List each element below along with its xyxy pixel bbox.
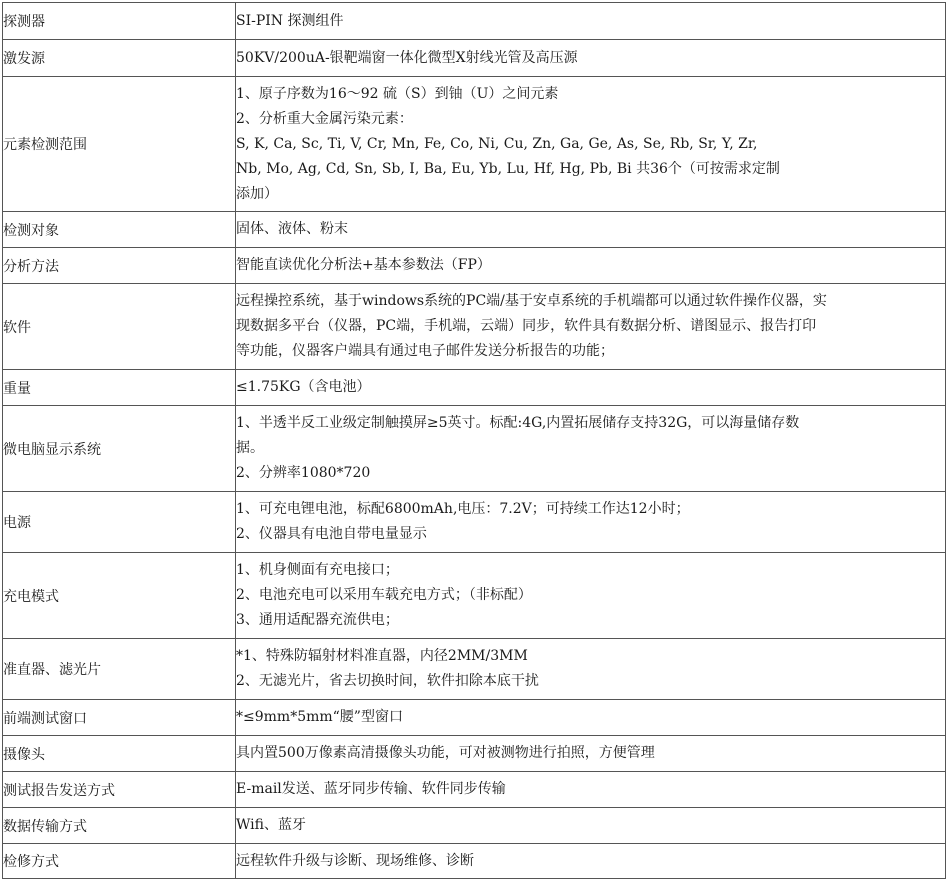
spec-value-line: 据。 — [236, 440, 264, 456]
spec-value — [236, 772, 946, 808]
spec-value — [236, 40, 946, 77]
spec-value-line: S, K, Ca, Sc, Ti, V, Cr, Mn, Fe, Co, Ni, Cu, Zn, Ga, Ge, As, Se, Rb, Sr, Y, Zr, — [236, 135, 758, 152]
spec-value-line: SI-PIN 探测组件 — [236, 12, 344, 29]
spec-value — [236, 700, 946, 736]
spec-label: 激发源 — [3, 40, 236, 77]
spec-row-display-system — [3, 406, 946, 492]
spec-value-line: 1、半透半反工业级定制触摸屏≥5英寸。标配:4G,内置拓展储存支持32G，可以海量储存数 — [236, 415, 800, 431]
spec-table — [2, 2, 946, 879]
spec-row-maintenance — [3, 844, 946, 879]
spec-row-camera — [3, 736, 946, 772]
spec-value — [236, 284, 946, 370]
spec-row-software — [3, 284, 946, 370]
spec-value-line: *1、特殊防辐射材料准直器，内径2MM/3MM — [236, 648, 528, 664]
spec-row-weight — [3, 370, 946, 406]
spec-value-line: 远程软件升级与诊断、现场维修、诊断 — [236, 852, 474, 869]
spec-label: 探测器 — [3, 3, 236, 40]
spec-value-line: 固体、液体、粉末 — [236, 221, 348, 237]
spec-label: 微电脑显示系统 — [3, 406, 236, 492]
spec-value — [236, 808, 946, 844]
spec-label: 分析方法 — [3, 248, 236, 284]
spec-value — [236, 492, 946, 553]
spec-value-line: 1、原子序数为16～92 硫（S）到铀（U）之间元素 — [236, 85, 559, 102]
spec-value-line: 添加） — [236, 185, 278, 202]
spec-value-line: 等功能，仪器客户端具有通过电子邮件发送分析报告的功能； — [236, 343, 614, 359]
spec-row-element-range — [3, 77, 946, 212]
spec-value — [236, 3, 946, 40]
spec-row-detection-object — [3, 212, 946, 248]
spec-label: 充电模式 — [3, 553, 236, 639]
spec-value-line: 具内置500万像素高清摄像头功能，可对被测物进行拍照，方便管理 — [236, 745, 655, 761]
spec-value — [236, 77, 946, 212]
spec-value-line: 智能直读优化分析法+基本参数法（FP） — [236, 257, 491, 273]
spec-label: 摄像头 — [3, 736, 236, 772]
spec-value-line: Nb, Mo, Ag, Cd, Sn, Sb, I, Ba, Eu, Yb, Lu, Hf, Hg, Pb, Bi 共36个（可按需求定制 — [236, 160, 780, 177]
spec-row-collimator-filter — [3, 639, 946, 700]
spec-label: 重量 — [3, 370, 236, 406]
spec-value-line: 现数据多平台（仪器，PC端，手机端，云端）同步，软件具有数据分析、谱图显示、报告打印 — [236, 318, 817, 334]
spec-value — [236, 736, 946, 772]
spec-value-line: 2、电池充电可以采用车载充电方式；（非标配） — [236, 587, 532, 603]
spec-row-charging-mode — [3, 553, 946, 639]
spec-value-line: 远程操控系统，基于windows系统的PC端/基于安卓系统的手机端都可以通过软件操作仪器，实 — [236, 293, 827, 309]
spec-value-line: 3、通用适配器充流供电； — [236, 612, 399, 628]
spec-label: 元素检测范围 — [3, 77, 236, 212]
spec-value-line: *≤9mm*5mm“腰”型窗口 — [236, 709, 403, 725]
spec-value-line: 2、无滤光片，省去切换时间，软件扣除本底干扰 — [236, 673, 539, 689]
spec-value — [236, 844, 946, 879]
spec-value-line: 1、可充电锂电池，标配6800mAh,电压：7.2V；可持续工作达12小时； — [236, 501, 690, 517]
spec-label: 检修方式 — [3, 844, 236, 879]
spec-row-data-transfer — [3, 808, 946, 844]
spec-row-detector — [3, 3, 946, 40]
spec-row-power — [3, 492, 946, 553]
spec-label: 准直器、滤光片 — [3, 639, 236, 700]
spec-label: 前端测试窗口 — [3, 700, 236, 736]
spec-row-analysis-method — [3, 248, 946, 284]
spec-value — [236, 553, 946, 639]
spec-row-test-window — [3, 700, 946, 736]
spec-label: 数据传输方式 — [3, 808, 236, 844]
spec-value-line: 50KV/200uA-银靶端窗一体化微型X射线光管及高压源 — [236, 49, 578, 66]
spec-value-line: ≤1.75KG（含电池） — [236, 379, 371, 395]
spec-value-line: 2、仪器具有电池自带电量显示 — [236, 526, 427, 542]
spec-value — [236, 639, 946, 700]
spec-value-line: 2、分析重大金属污染元素： — [236, 110, 413, 127]
spec-label: 检测对象 — [3, 212, 236, 248]
spec-value — [236, 212, 946, 248]
spec-label: 电源 — [3, 492, 236, 553]
spec-value-line: E-mail发送、蓝牙同步传输、软件同步传输 — [236, 781, 506, 797]
spec-row-excitation-source — [3, 40, 946, 77]
spec-value-line: 1、机身侧面有充电接口； — [236, 562, 399, 578]
spec-value — [236, 406, 946, 492]
spec-value — [236, 370, 946, 406]
spec-value-line: Wifi、蓝牙 — [236, 817, 306, 833]
spec-label: 测试报告发送方式 — [3, 772, 236, 808]
spec-row-report-sending — [3, 772, 946, 808]
spec-label: 软件 — [3, 284, 236, 370]
spec-value — [236, 248, 946, 284]
spec-value-line: 2、分辨率1080*720 — [236, 465, 371, 481]
